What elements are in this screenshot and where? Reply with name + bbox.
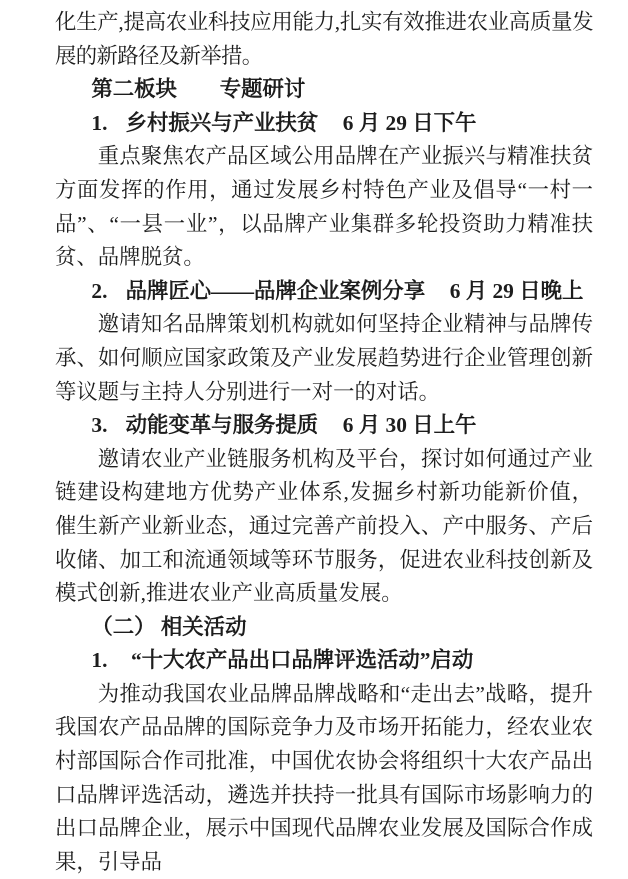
continuation-paragraph: 化生产,提高农业科技应用能力,扎实有效推进农业高质量发展的新路径及新举措。	[55, 10, 593, 68]
session-1-heading	[55, 107, 593, 141]
session-1-title: 乡村振兴与产业扶贫	[125, 110, 319, 135]
session-2-title: 品牌匠心——品牌企业案例分享	[125, 278, 426, 303]
session-3-time: 6 月 30 日上午	[342, 413, 477, 438]
session-2-time: 6 月 29 日晚上	[449, 278, 584, 303]
session-3-heading	[55, 409, 593, 443]
session-2-number: 2.	[91, 278, 108, 303]
session-3-description: 邀请农业产业链服务机构及平台，探讨如何通过产业链建设构建地方优势产业体系,发掘乡村新功能新价值，催生新产业新业态，通过完善产前投入、产中服务、产后收储、加工和流通领域等环节服务，促进农业科技创新及模式创新,推进农业产业高质量发展。	[55, 446, 593, 606]
session-3-number: 3.	[91, 413, 108, 438]
session-2-description: 邀请知名品牌策划机构就如何坚持企业精神与品牌传承、如何顺应国家政策及产业发展趋势进行企业管理创新等议题与主持人分别进行一对一的对话。	[55, 312, 593, 404]
section-heading: 第二板块 专题研讨	[91, 77, 306, 102]
activity-description: 为推动我国农业品牌品牌战略和“走出去”战略，提升我国农产品品牌的国际竞争力及市场开拓能力，经农业农村部国际合作司批准，中国优农协会将组织十大农产品出口品牌评选活动，遴选并扶持一批具有国际市场影响力的出口品牌企业，展示中国现代品牌农业发展及国际合作成果，引导品	[55, 681, 593, 874]
activity-number: 1.	[91, 648, 108, 673]
session-1-description: 重点聚焦农产品区域公用品牌在产业振兴与精准扶贫方面发挥的作用，通过发展乡村特色产业及倡导“一村一品”、“一县一业”，以品牌产业集群多轮投资助力精准扶贫、品牌脱贫。	[55, 144, 593, 270]
session-2-heading	[55, 275, 593, 309]
subsection-heading: （二） 相关活动	[91, 614, 247, 639]
activity-heading	[55, 644, 593, 678]
session-3-title: 动能变革与服务提质	[125, 413, 319, 438]
session-1-number: 1.	[91, 110, 108, 135]
activity-title: “十大农产品出口品牌评选活动”启动	[130, 648, 474, 673]
session-1-time: 6 月 29 日下午	[342, 110, 477, 135]
